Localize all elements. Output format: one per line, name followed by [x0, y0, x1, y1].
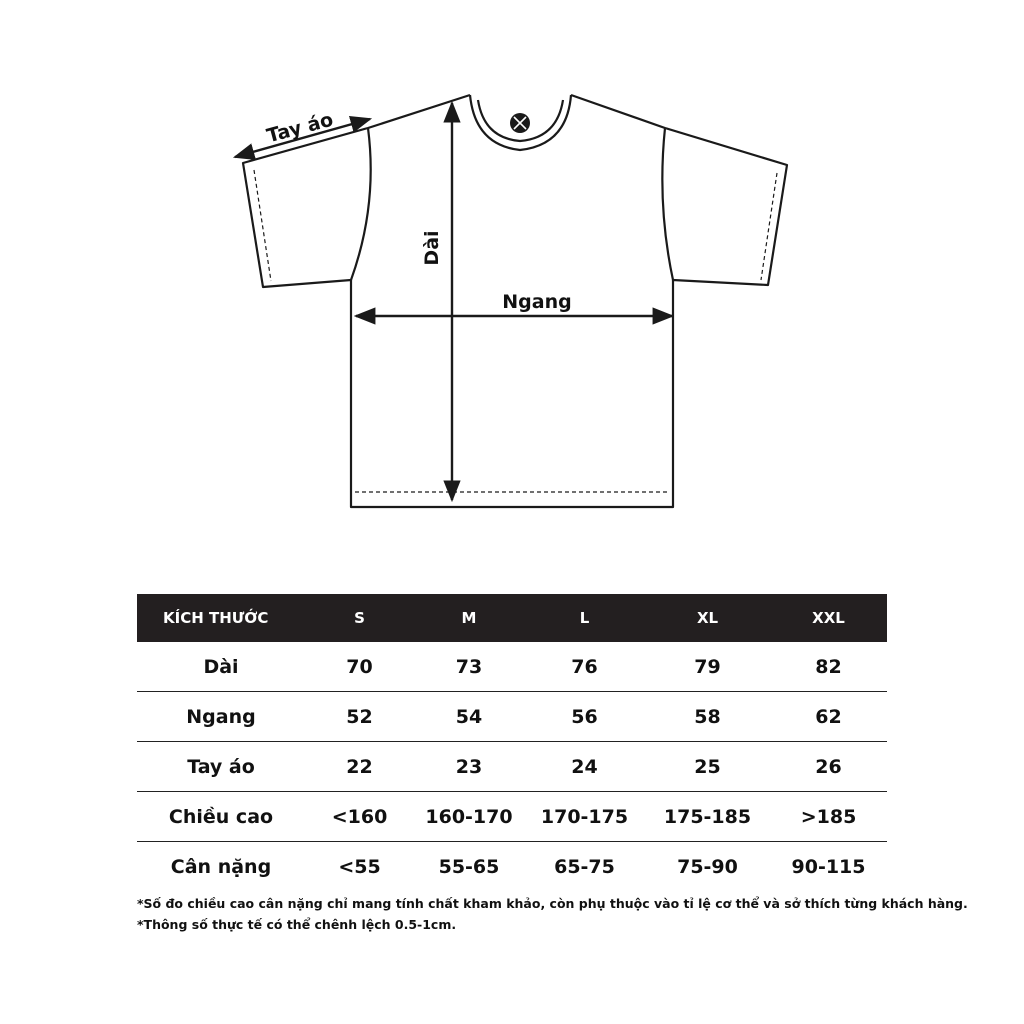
- table-cell: 52: [305, 692, 414, 742]
- table-cell: >185: [770, 792, 887, 842]
- table-cell: 23: [414, 742, 524, 792]
- table-cell: 56: [524, 692, 645, 742]
- table-cell: 160-170: [414, 792, 524, 842]
- header-size-l: L: [524, 594, 645, 642]
- table-cell: <160: [305, 792, 414, 842]
- header-size-xxl: XXL: [770, 594, 887, 642]
- table-cell: 75-90: [677, 855, 738, 878]
- collar-logo-icon: [510, 113, 530, 133]
- header-size-s: S: [305, 594, 414, 642]
- table-cell: 90-115: [791, 855, 866, 878]
- table-cell: 22: [305, 742, 414, 792]
- table-cell: 73: [414, 642, 524, 692]
- table-cell: 58: [645, 692, 770, 742]
- table-row: [137, 842, 887, 892]
- table-cell: 25: [645, 742, 770, 792]
- footnote-reference: *Số đo chiều cao cân nặng chỉ mang tính chất kham khảo, còn phụ thuộc vào tỉ lệ cơ thể và sở thích từng khách hàng.: [137, 896, 968, 911]
- table-cell: 82: [770, 642, 887, 692]
- measure-arrows: [235, 103, 672, 500]
- table-row: [137, 642, 887, 692]
- row-label: Dài: [137, 642, 305, 692]
- width-label: Ngang: [502, 291, 572, 313]
- table-cell: 76: [524, 642, 645, 692]
- table-row: [137, 792, 887, 842]
- table-cell: 65-75: [554, 855, 615, 878]
- sleeve-label: Tay áo: [264, 108, 336, 148]
- table-cell: 24: [524, 742, 645, 792]
- table-cell: <55: [338, 855, 381, 878]
- header-size-xl: XL: [645, 594, 770, 642]
- table-cell: 62: [770, 692, 887, 742]
- table-row: [137, 742, 887, 792]
- footnote-tolerance: *Thông số thực tế có thể chênh lệch 0.5-1cm.: [137, 917, 457, 932]
- table-header-row: [137, 594, 887, 642]
- footnotes: [137, 893, 968, 935]
- row-label: Cân nặng: [170, 855, 272, 878]
- table-cell: 170-175: [524, 792, 645, 842]
- size-table: [137, 594, 887, 891]
- stitch-lines: [254, 170, 777, 492]
- row-label: Chiều cao: [137, 792, 305, 842]
- table-cell: 175-185: [645, 792, 770, 842]
- table-cell: 55-65: [438, 855, 500, 878]
- header-size-m: M: [414, 594, 524, 642]
- table-cell: 70: [305, 642, 414, 692]
- header-size-label: KÍCH THƯỚC: [137, 594, 305, 642]
- table-cell: 26: [770, 742, 887, 792]
- row-label: Tay áo: [137, 742, 305, 792]
- table-row: [137, 692, 887, 742]
- row-label: Ngang: [137, 692, 305, 742]
- table-cell: 54: [414, 692, 524, 742]
- length-label: Dài: [421, 230, 443, 266]
- table-cell: 79: [645, 642, 770, 692]
